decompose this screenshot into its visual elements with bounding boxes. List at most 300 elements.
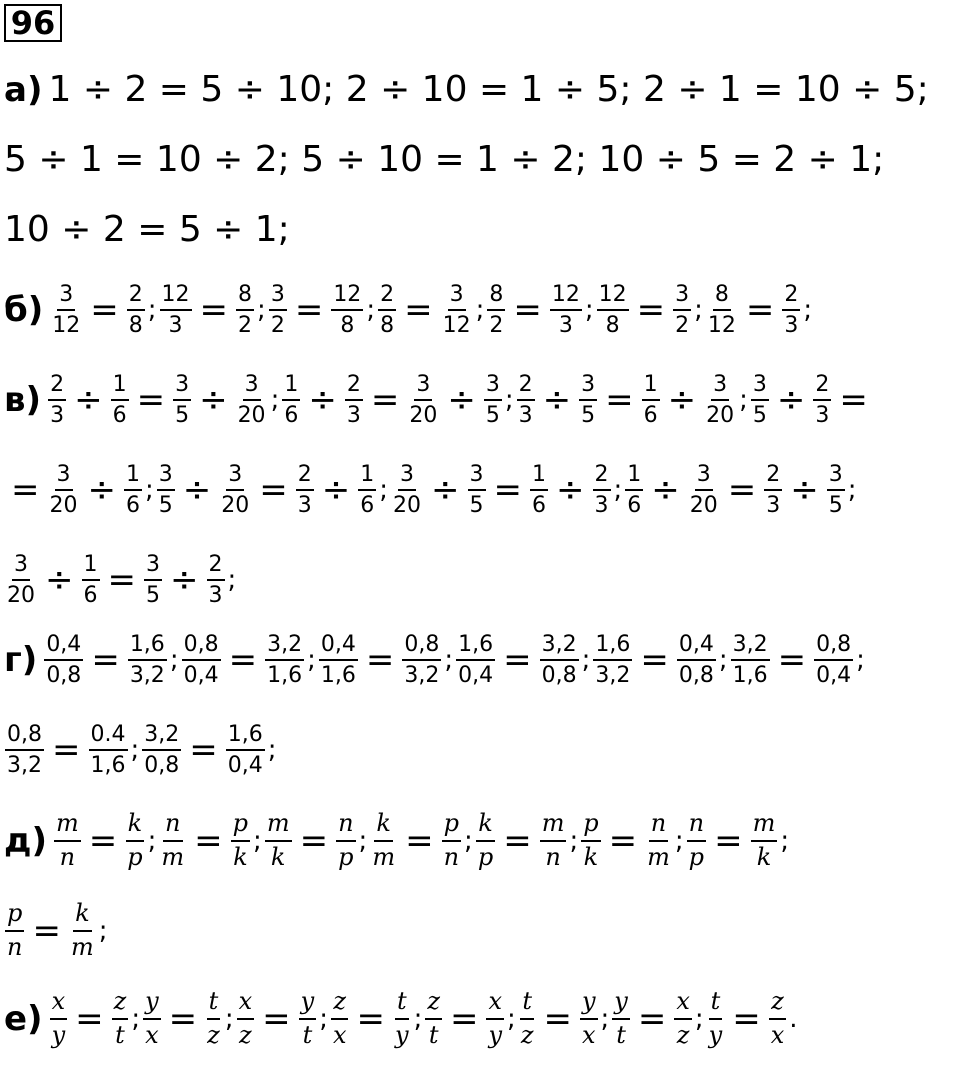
fraction — [476, 810, 495, 871]
numerator: 1 — [642, 372, 660, 401]
fraction — [612, 988, 630, 1049]
fraction — [5, 722, 44, 779]
separator: ; — [257, 295, 266, 326]
fraction — [5, 900, 24, 961]
denominator: t — [428, 1020, 439, 1049]
operator: = — [777, 640, 807, 681]
numerator: 8 — [713, 282, 731, 311]
operator: = — [299, 820, 329, 861]
fraction — [687, 810, 706, 871]
fraction — [125, 810, 144, 871]
denominator: 3,2 — [404, 663, 440, 689]
fraction — [89, 722, 128, 779]
part-label: е) — [4, 998, 43, 1039]
fraction — [331, 282, 363, 339]
separator: ; — [444, 645, 454, 676]
fraction — [550, 282, 582, 339]
denominator: 5 — [158, 493, 173, 519]
operator: = — [745, 290, 775, 331]
fraction — [237, 988, 255, 1049]
numerator: 1 — [82, 552, 100, 581]
numerator: 1 — [358, 462, 376, 491]
fraction — [44, 632, 83, 689]
operator: = — [405, 820, 434, 861]
operator: = — [839, 380, 868, 421]
numerator: p — [442, 810, 461, 842]
numerator: 3 — [269, 282, 287, 311]
numerator: 3 — [12, 552, 30, 581]
numerator: 3 — [579, 372, 597, 401]
fraction — [442, 810, 461, 871]
denominator: t — [616, 1020, 626, 1049]
denominator: 20 — [689, 493, 718, 519]
operator: = — [640, 640, 669, 681]
separator: ; — [169, 645, 179, 676]
fraction — [688, 462, 720, 519]
numerator: 3 — [673, 282, 691, 311]
fraction — [182, 632, 221, 689]
numerator: t — [207, 988, 221, 1020]
denominator: 0,8 — [46, 663, 82, 689]
separator: ; — [475, 295, 485, 326]
denominator: 6 — [360, 493, 375, 519]
denominator: 20 — [393, 493, 422, 519]
denominator: 8 — [128, 313, 143, 339]
fraction — [159, 810, 186, 871]
numerator: 0,8 — [5, 722, 44, 751]
denominator: 0,4 — [458, 663, 494, 689]
problem-number: 96 — [4, 4, 62, 42]
denominator: x — [581, 1020, 596, 1049]
fraction — [425, 988, 442, 1049]
numerator: 3 — [827, 462, 845, 491]
denominator: 2 — [270, 313, 285, 339]
numerator: 2 — [782, 282, 800, 311]
denominator: y — [395, 1020, 409, 1049]
numerator: 3,2 — [731, 632, 770, 661]
fraction — [157, 462, 175, 519]
separator: ; — [739, 385, 748, 416]
operator: = — [52, 730, 81, 771]
solution-line — [4, 722, 279, 779]
numerator: z — [112, 988, 129, 1020]
denominator: y — [708, 1020, 723, 1049]
denominator: 5 — [485, 403, 500, 429]
denominator: 0,8 — [678, 663, 714, 689]
denominator: 8 — [340, 313, 355, 339]
fraction — [593, 462, 611, 519]
solution-line — [4, 552, 238, 609]
denominator: 3 — [168, 313, 183, 339]
operator: = — [503, 640, 532, 681]
numerator: y — [580, 988, 598, 1020]
operator: = — [228, 640, 258, 681]
operator: = — [608, 820, 638, 861]
denominator: 6 — [126, 493, 140, 519]
numerator: 0,8 — [402, 632, 441, 661]
denominator: t — [115, 1020, 125, 1049]
denominator: 6 — [532, 493, 547, 519]
fraction — [319, 632, 358, 689]
denominator: 5 — [175, 403, 190, 429]
separator: ; — [379, 475, 389, 506]
separator: ; — [413, 1003, 423, 1034]
operator: ÷ — [199, 380, 228, 421]
denominator: p — [338, 842, 354, 871]
operator: = — [75, 998, 104, 1039]
fraction — [127, 282, 145, 339]
denominator: 0,4 — [816, 663, 852, 689]
solution-line — [4, 209, 290, 250]
numerator: z — [331, 988, 348, 1020]
fraction — [378, 282, 396, 339]
operator: = — [32, 910, 61, 951]
separator: ; — [270, 385, 280, 416]
fraction — [48, 462, 80, 519]
separator: . — [789, 1003, 798, 1034]
fraction — [645, 810, 672, 871]
numerator: 12 — [160, 282, 192, 311]
numerator: 1,6 — [226, 722, 265, 751]
numerator: n — [687, 810, 706, 842]
denominator: 1,6 — [90, 753, 126, 779]
denominator: y — [51, 1020, 66, 1049]
denominator: 5 — [828, 493, 843, 519]
numerator: 2 — [378, 282, 396, 311]
denominator: 3 — [784, 313, 799, 339]
operator: = — [370, 380, 400, 421]
denominator: 3 — [297, 493, 312, 519]
numerator: 3 — [711, 372, 729, 401]
denominator: 12 — [707, 313, 736, 339]
fraction — [731, 632, 770, 689]
fraction — [674, 988, 692, 1049]
denominator: n — [59, 842, 76, 871]
numerator: 0,8 — [814, 632, 853, 661]
fraction — [530, 462, 548, 519]
denominator: 5 — [146, 583, 160, 609]
numerator: m — [54, 810, 81, 842]
numerator: 2 — [296, 462, 314, 491]
numerator: 2 — [517, 372, 535, 401]
operator: ÷ — [321, 470, 351, 511]
operator: ÷ — [651, 470, 680, 511]
denominator: 0,8 — [144, 753, 180, 779]
denominator: 3 — [766, 493, 781, 519]
denominator: m — [372, 842, 396, 871]
operator: ÷ — [790, 470, 819, 511]
fraction — [345, 372, 363, 429]
fraction — [265, 632, 304, 689]
separator: ; — [358, 825, 368, 856]
numerator: 1 — [111, 372, 129, 401]
part-label: д) — [4, 820, 47, 861]
numerator: k — [126, 810, 145, 842]
denominator: 3 — [815, 403, 830, 429]
separator: ; — [803, 295, 813, 326]
numerator: 2 — [127, 282, 145, 311]
separator: ; — [504, 385, 514, 416]
denominator: z — [239, 1020, 252, 1049]
numerator: 12 — [550, 282, 582, 311]
numerator: 1 — [625, 462, 643, 491]
fraction — [5, 552, 37, 609]
denominator: 3,2 — [129, 663, 165, 689]
fraction — [642, 372, 660, 429]
separator: ; — [145, 475, 154, 506]
numerator: 3 — [695, 462, 713, 491]
numerator: t — [709, 988, 723, 1020]
denominator: z — [207, 1020, 220, 1049]
denominator: 8 — [605, 313, 620, 339]
operator: = — [262, 998, 291, 1039]
fraction — [827, 462, 845, 519]
fraction — [706, 282, 738, 339]
denominator: p — [127, 842, 143, 871]
fraction — [124, 462, 142, 519]
separator: ; — [569, 825, 579, 856]
operator: = — [194, 820, 223, 861]
denominator: 1,6 — [267, 663, 303, 689]
separator: ; — [147, 295, 157, 326]
denominator: 12 — [442, 313, 471, 339]
solution-line — [4, 462, 859, 519]
denominator: k — [583, 842, 599, 871]
denominator: 6 — [83, 583, 98, 609]
fraction — [173, 372, 191, 429]
numerator: 3,2 — [265, 632, 304, 661]
fraction — [782, 282, 800, 339]
fraction — [219, 462, 251, 519]
denominator: 0,4 — [183, 663, 219, 689]
fraction — [236, 282, 254, 339]
denominator: k — [270, 842, 286, 871]
numerator: 3 — [484, 372, 502, 401]
numerator: k — [476, 810, 495, 842]
numerator: 1 — [530, 462, 548, 491]
numerator: 1,6 — [128, 632, 167, 661]
numerator: x — [237, 988, 255, 1020]
separator: ; — [694, 1003, 704, 1034]
numerator: k — [374, 810, 393, 842]
fraction — [673, 282, 691, 339]
operator: ÷ — [667, 380, 697, 421]
separator: ; — [613, 475, 623, 506]
operator: = — [449, 998, 479, 1039]
fraction — [764, 462, 782, 519]
fraction — [751, 810, 778, 871]
fraction — [484, 372, 502, 429]
operator: ÷ — [447, 380, 476, 421]
numerator: x — [486, 988, 504, 1020]
denominator: 20 — [221, 493, 250, 519]
fraction — [441, 282, 473, 339]
denominator: 6 — [643, 403, 658, 429]
denominator: 3 — [518, 403, 533, 429]
separator: ; — [847, 475, 857, 506]
operator: = — [636, 290, 666, 331]
solution-line — [4, 988, 800, 1049]
denominator: n — [545, 842, 561, 871]
fraction — [519, 988, 536, 1049]
numerator: 0,8 — [182, 632, 221, 661]
fraction — [205, 988, 222, 1049]
numerator: m — [540, 810, 567, 842]
separator: ; — [507, 1003, 516, 1034]
numerator: 2 — [593, 462, 611, 491]
numerator: 3 — [751, 372, 769, 401]
denominator: n — [443, 842, 460, 871]
numerator: 8 — [236, 282, 254, 311]
fraction — [50, 988, 68, 1049]
part-label: б) — [4, 290, 44, 331]
numerator: 1,6 — [456, 632, 495, 661]
separator: ; — [674, 825, 684, 856]
denominator: p — [688, 842, 705, 871]
fraction — [814, 632, 853, 689]
numerator: n — [163, 810, 182, 842]
numerator: t — [520, 988, 534, 1020]
fraction — [269, 282, 287, 339]
fraction — [207, 552, 225, 609]
numerator: x — [50, 988, 68, 1020]
denominator: 0,8 — [541, 663, 577, 689]
denominator: k — [233, 842, 248, 871]
fraction — [402, 632, 441, 689]
operator: = — [404, 290, 433, 331]
denominator: 5 — [752, 403, 767, 429]
denominator: 12 — [52, 313, 81, 339]
fraction — [540, 632, 579, 689]
denominator: p — [477, 842, 494, 871]
denominator: 2 — [238, 313, 253, 339]
numerator: x — [674, 988, 692, 1020]
fraction — [231, 810, 250, 871]
separator: ; — [581, 645, 591, 676]
solution-line — [4, 810, 791, 871]
fraction — [358, 462, 376, 519]
operator: = — [714, 820, 743, 861]
numerator: 0,4 — [319, 632, 358, 661]
fraction — [282, 372, 300, 429]
denominator: 6 — [112, 403, 127, 429]
solution-line — [4, 282, 814, 339]
fraction — [677, 632, 716, 689]
numerator: 3 — [448, 282, 466, 311]
numerator: p — [5, 900, 24, 932]
separator: ; — [464, 825, 473, 856]
fraction — [813, 372, 831, 429]
denominator: 3,2 — [7, 753, 42, 779]
fraction — [111, 372, 129, 429]
operator: = — [90, 290, 119, 331]
fraction — [226, 722, 265, 779]
operator: ÷ — [87, 470, 116, 511]
numerator: y — [612, 988, 630, 1020]
numerator: 1,6 — [593, 632, 632, 661]
fraction — [625, 462, 643, 519]
part-label: в) — [4, 380, 42, 421]
numerator: 2 — [207, 552, 225, 581]
operator: = — [356, 998, 385, 1039]
operator: ÷ — [45, 560, 74, 601]
numerator: k — [73, 900, 92, 932]
denominator: 6 — [284, 403, 299, 429]
denominator: 3 — [346, 403, 361, 429]
operator: = — [107, 560, 136, 601]
fraction — [299, 988, 317, 1049]
separator: ; — [131, 1003, 141, 1034]
numerator: 2 — [813, 372, 831, 401]
numerator: 0.4 — [89, 722, 128, 751]
operator: = — [168, 998, 198, 1039]
operator: ÷ — [74, 380, 103, 421]
numerator: 8 — [487, 282, 505, 311]
numerator: y — [299, 988, 317, 1020]
denominator: 3 — [594, 493, 609, 519]
denominator: 20 — [7, 583, 35, 609]
fraction — [128, 632, 167, 689]
numerator: n — [649, 810, 668, 842]
fraction — [580, 988, 598, 1049]
fraction — [370, 810, 397, 871]
numerator: 0,4 — [677, 632, 716, 661]
operator: ÷ — [182, 470, 212, 511]
numerator: y — [143, 988, 161, 1020]
fraction — [593, 632, 632, 689]
fraction — [112, 988, 129, 1049]
numerator: m — [265, 810, 292, 842]
fraction — [597, 282, 629, 339]
fraction — [468, 462, 486, 519]
denominator: 1,6 — [732, 663, 768, 689]
denominator: t — [302, 1020, 313, 1049]
fraction — [54, 810, 81, 871]
operator: ÷ — [556, 470, 585, 511]
numerator: 2 — [345, 372, 363, 401]
separator: ; — [600, 1003, 610, 1034]
operator: = — [88, 820, 118, 861]
numerator: 3 — [414, 372, 432, 401]
separator: ; — [227, 565, 237, 596]
fraction — [82, 552, 100, 609]
denominator: 5 — [581, 403, 596, 429]
denominator: 3 — [558, 313, 573, 339]
numerator: 12 — [331, 282, 363, 311]
denominator: z — [676, 1020, 690, 1049]
operator: = — [199, 290, 229, 331]
part-label: г) — [4, 640, 38, 681]
numerator: 2 — [48, 372, 66, 401]
numerator: 3 — [157, 462, 175, 491]
denominator: 20 — [706, 403, 735, 429]
denominator: 5 — [469, 493, 484, 519]
operator: = — [294, 290, 324, 331]
denominator: n — [7, 932, 23, 961]
operator: ÷ — [542, 380, 572, 421]
denominator: x — [770, 1020, 785, 1049]
operator: = — [503, 820, 532, 861]
fraction — [69, 900, 96, 961]
numerator: 3 — [144, 552, 162, 581]
numerator: 3 — [173, 372, 191, 401]
operator: = — [91, 640, 120, 681]
fraction — [160, 282, 192, 339]
fraction — [704, 372, 736, 429]
separator: ; — [319, 1003, 328, 1034]
numerator: 3 — [57, 282, 75, 311]
denominator: 1,6 — [320, 663, 356, 689]
